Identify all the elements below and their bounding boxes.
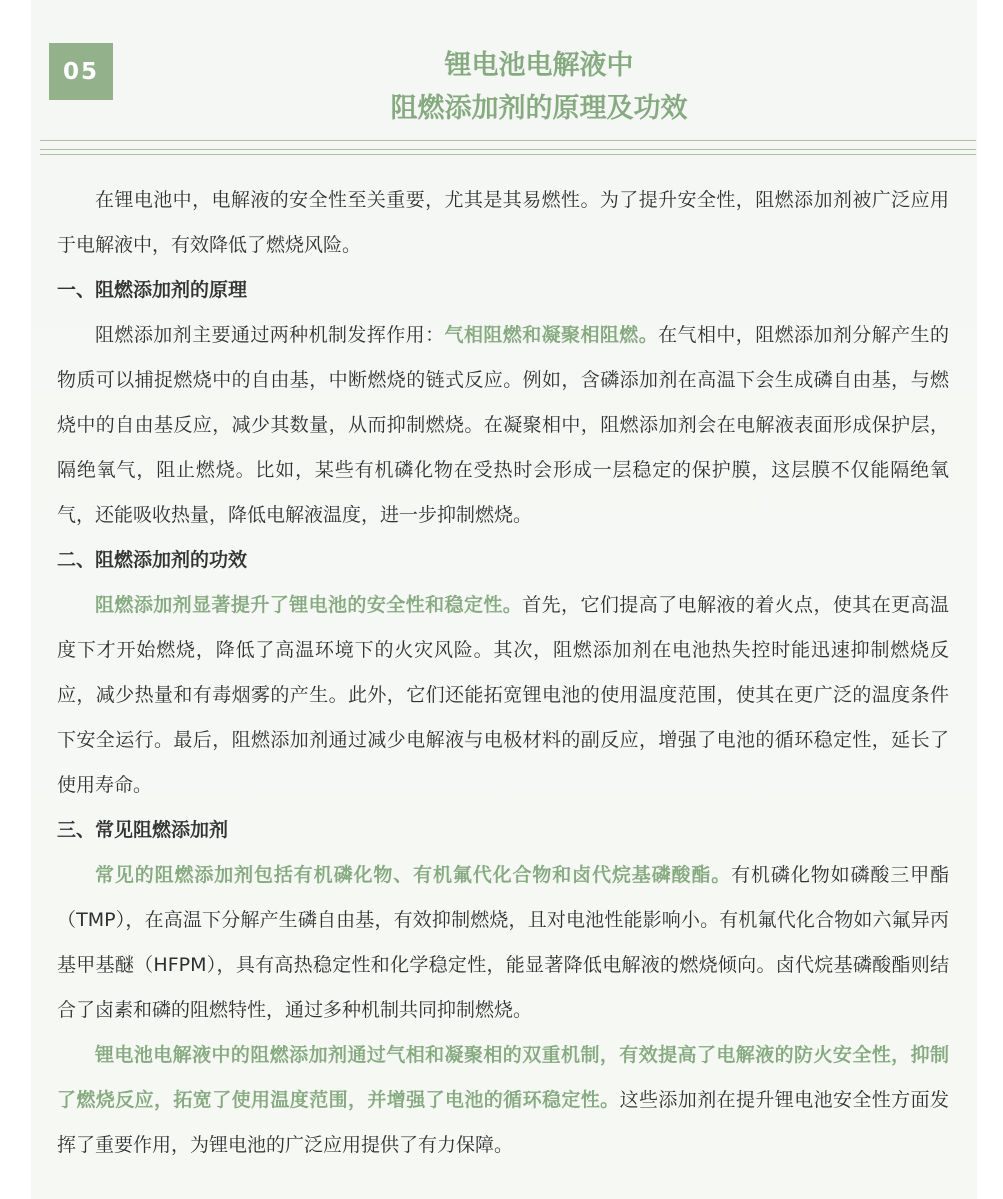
divider-line — [40, 140, 976, 141]
page-title — [130, 44, 948, 130]
highlight-text: 阻燃添加剂显著提升了锂电池的安全性和稳定性。 — [95, 594, 523, 616]
highlight-text: 常见的阻燃添加剂包括有机磷化物、有机氟代化合物和卤代烷基磷酸酯。 — [95, 864, 732, 886]
highlight-text: 锂电池电解液中的阻燃添加剂通过气相和凝聚相的双重机制，有效提高了电解液的防火安全性，抑制了燃烧反应，拓宽了使用温度范围，并增强了电池的循环稳定性。 — [57, 1044, 949, 1111]
paragraph-text: 在气相中，阻燃添加剂分解产生的物质可以捕捉燃烧中的自由基，中断燃烧的链式反应。例如，含磷添加剂在高温下会生成磷自由基，与燃烧中的自由基反应，减少其数量，从而抑制燃烧。在凝聚相中，阻燃添加剂会在电解液表面形成保护层，隔绝氧气，阻止燃烧。比如，某些有机磷化物在受热时会形成一层稳定的保护膜，这层膜不仅能隔绝氧气，还能吸收热量，降低电解液温度，进一步抑制燃烧。 — [57, 324, 949, 526]
conclusion-paragraph — [57, 1033, 949, 1168]
paragraph-text: 这些添加剂在提升锂电池安全性方面发挥了重要作用，为锂电池的广泛应用提供了有力保障。 — [57, 1089, 949, 1156]
divider-line — [40, 154, 976, 155]
title-line-2: 阻燃添加剂的原理及功效 — [390, 93, 688, 124]
paragraph-text: 阻燃添加剂主要通过两种机制发挥作用： — [95, 324, 445, 346]
divider-line — [40, 149, 976, 150]
principle-paragraph — [57, 313, 949, 538]
section-number-badge: 05 — [49, 43, 113, 100]
common-paragraph — [57, 853, 949, 1033]
section-heading-effects: 二、阻燃添加剂的功效 — [57, 549, 248, 571]
paragraph-text: 首先，它们提高了电解液的着火点，使其在更高温度下才开始燃烧，降低了高温环境下的火灾风险。其次，阻燃添加剂在电池热失控时能迅速抑制燃烧反应，减少热量和有毒烟雾的产生。此外，它们还能拓宽锂电池的使用温度范围，使其在更广泛的温度条件下安全运行。最后，阻燃添加剂通过减少电解液与电极材料的副反应，增强了电池的循环稳定性，延长了使用寿命。 — [57, 594, 949, 796]
paragraph-text: 有机磷化物如磷酸三甲酯（TMP），在高温下分解产生磷自由基，有效抑制燃烧，且对电池性能影响小。有机氟代化合物如六氟异丙基甲基醚（HFPM），具有高热稳定性和化学稳定性，能显著降低电解液的燃烧倾向。卤代烷基磷酸酯则结合了卤素和磷的阻燃特性，通过多种机制共同抑制燃烧。 — [57, 864, 949, 1021]
section-heading-common: 三、常见阻燃添加剂 — [57, 819, 229, 841]
title-line-1: 锂电池电解液中 — [444, 50, 634, 81]
section-heading-principle: 一、阻燃添加剂的原理 — [57, 279, 248, 301]
effects-paragraph — [57, 583, 949, 808]
intro-paragraph: 在锂电池中，电解液的安全性至关重要，尤其是其易燃性。为了提升安全性，阻燃添加剂被广泛应用于电解液中，有效降低了燃烧风险。 — [57, 189, 949, 256]
article-body — [57, 178, 949, 1168]
highlight-text: 气相阻燃和凝聚相阻燃。 — [444, 324, 659, 346]
